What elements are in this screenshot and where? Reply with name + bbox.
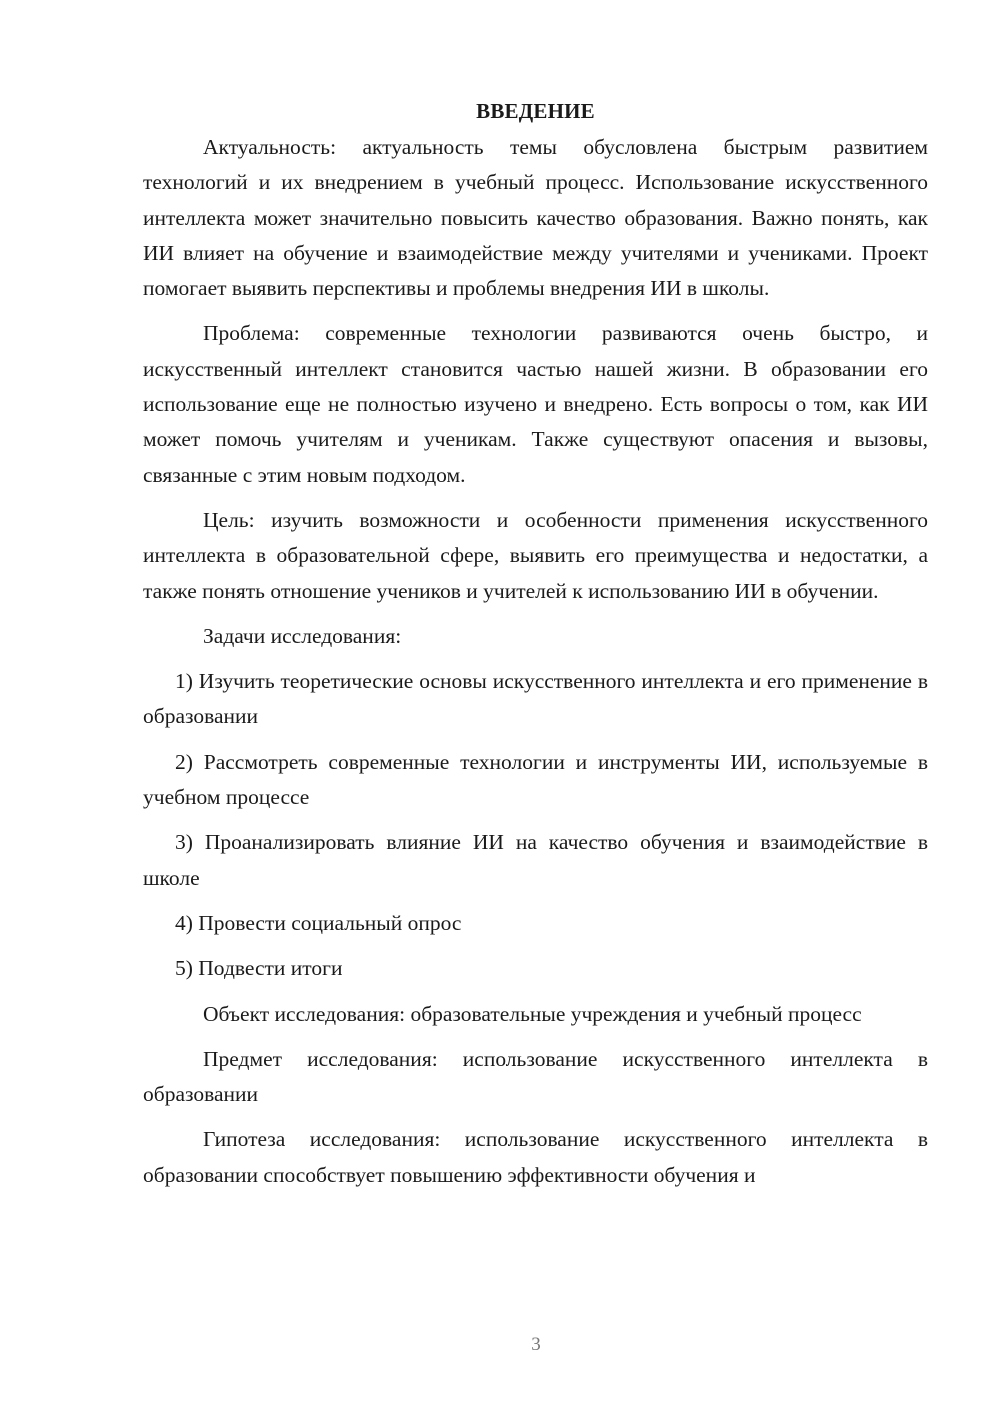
subject-paragraph: Предмет исследования: использование искусственного интеллекта в образовании — [143, 1046, 928, 1107]
task-item-1: 1) Изучить теоретические основы искусственного интеллекта и его применение в образовании — [143, 669, 928, 729]
page-number: 3 — [531, 1334, 541, 1355]
relevance-paragraph: Актуальность: актуальность темы обусловлена быстрым развитием технологий и их внедрением в учебный процесс. Использование искусственного интеллекта может значительно повысить качество образования. Важно понять, как ИИ влияет на обучение и взаимодействие между учителями и учениками. Проект помогает выявить перспективы и проблемы внедрения ИИ в школы. — [143, 135, 928, 301]
goal-paragraph: Цель: изучить возможности и особенности применения искусственного интеллекта в образовательной сфере, выявить его преимущества и недостатки, а также понять отношение учеников и учителей к использованию ИИ в обучении. — [143, 507, 928, 603]
task-item-3: 3) Проанализировать влияние ИИ на качество обучения и взаимодействие в школе — [143, 830, 928, 890]
task-item-5: 5) Подвести итоги — [175, 956, 343, 981]
page-title: ВВЕДЕНИЕ — [476, 99, 595, 123]
task-item-2: 2) Рассмотреть современные технологии и инструменты ИИ, используемые в учебном процессе — [143, 749, 928, 810]
hypothesis-paragraph: Гипотеза исследования: использование искусственного интеллекта в образовании способствует повышению эффективности обучения и — [143, 1127, 928, 1187]
problem-paragraph: Проблема: современные технологии развиваются очень быстро, и искусственный интеллект становится частью нашей жизни. В образовании его использование еще не полностью изучено и внедрено. Есть вопросы о том, как ИИ может помочь учителям и ученикам. Также существуют опасения и вызовы, связанные с этим новым подходом. — [143, 321, 928, 487]
task-item-4: 4) Провести социальный опрос — [175, 910, 462, 935]
object-paragraph: Объект исследования: образовательные учреждения и учебный процесс — [203, 1001, 862, 1026]
document-page — [143, 94, 928, 1203]
tasks-heading: Задачи исследования: — [203, 623, 402, 648]
